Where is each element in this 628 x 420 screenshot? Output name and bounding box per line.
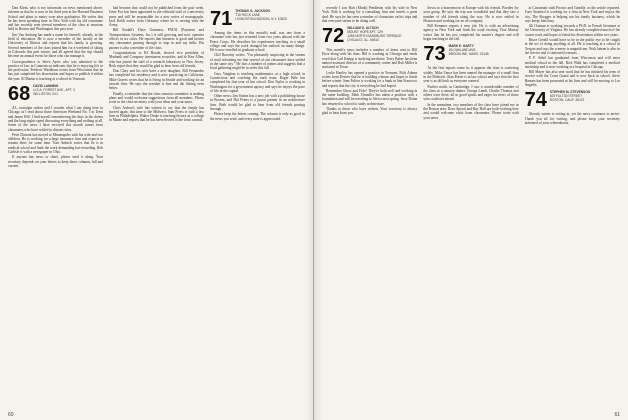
paragraph: recently I saw Rob (Monk) Pendleton with his wife in New York. Rob is working for a consulting firm and travels a great deal. He says he has seen a number of classmates on his trips and that everyone seems to be doing well.	[322, 6, 418, 23]
paragraph: As the first reports come in, it appears the class is scattering widely. Mike Vance has been named the manager of a small firm in the Midwest. Alan Porter is in law school and says that the first year is as difficult as everyone warned.	[423, 66, 519, 84]
class-year-number: 68	[8, 83, 31, 106]
address-line: 1B OAKLAND AVE.	[448, 48, 477, 53]
secretary-name: WILLIAM G. ALTSCH	[347, 26, 379, 31]
paragraph: Gary Vaughan is teaching mathematics at a high school in Connecticut and coaching the track team. Roger Hale has completed his first year of law school. Don Taylor is working in Washington for a government agency and says he enjoys the pace of life in the capital.	[210, 71, 305, 93]
paragraph: Jim Van Amburg has made a name for himself, already, in the field of education. He is now a member of the faculty at the University of Illinois and reports that his family is growing. Several members of the class joined him for a weekend of skiing in Colorado this past winter, and all agreed that the trip should become an annual event for those who can manage it.	[8, 32, 103, 59]
paragraph: Peter Durrant has moved to Minneapolis with his wife and two children. He is working for a large insurance firm and expects to remain there for some time. Tom Anbeck writes that he is in medical school and finds the work demanding but rewarding. Bob Carlisle is with a newspaper in Ohio.	[8, 132, 103, 155]
paragraph: P. F. Sebel has graduated from Wisconsin and will enter medical school in the fall. Rich Wald has completed a medical internship and is now working at a hospital in Chicago.	[524, 56, 620, 69]
paragraph: This month's news includes a number of items sent to Bill Price along with his dues. Bill is working in Chicago and sends word that Carl Knapp is studying medicine. Terry Baker has been named assistant director of a community center and Bob Miller is stationed in Texas.	[322, 48, 418, 70]
address-line: WILLISTON, N.D.	[33, 91, 59, 96]
secretary-name: DAVID LANNING	[33, 84, 59, 89]
paragraph: Don Clary and his wife have a new daughter. Bill Fernandez has completed his residency and is now practicing in California. Mike Graves writes that he is living in Seattle and working for an aircraft firm. He says the weather is fine and the fishing even better.	[109, 69, 204, 91]
class-year-heading	[322, 25, 417, 48]
paragraph: Bill Kemmer reports a new job. He is with an advertising agency in New York and finds the work exciting. Don Murray writes that he has just completed his master's degree and will begin teaching in the fall.	[423, 24, 519, 42]
class-secretary-address	[33, 85, 75, 97]
class-year-number: 71	[210, 8, 233, 30]
class-year-heading	[524, 89, 620, 112]
paragraph: Other news: Jim Sutton has a new job with a publishing house in Boston, and Hal Peters is a junior partner in an architecture firm. Both would be glad to hear from old friends passing through.	[210, 94, 305, 112]
class-year-heading	[210, 10, 305, 28]
class-year-number: 74	[524, 89, 547, 112]
paragraph: Among the items in this month's mail was one from a classmate who has just returned from two years abroad with the Peace Corps. He describes his experiences teaching in a small village and says the work changed his outlook on many things. He is now enrolled in graduate school.	[210, 31, 305, 53]
paragraph: Remember Ghost and Fido? They're both well and working in the same building. Mark Chandler has taken a position with a foundation and will be traveling to Africa next spring. Jerry Dolan has returned to school to study architecture.	[322, 88, 418, 106]
paragraph: Congratulations to Ed Houde, elected vice president of Marbank and Company investment securities, and to Ken Allen, who has joined the staff of a research laboratory in New Jersey. Both report that they would be glad to hear from old friends.	[109, 50, 204, 68]
paragraph: In the meantime, two members of the class have joined me in the Boston area. Dave Sproul and Ray Hall are both working here and would welcome visits from classmates. Please write with your news.	[423, 102, 519, 120]
text-column	[423, 6, 518, 408]
address-line: 1455 NORTH SANDBURG TERRACE	[347, 34, 402, 38]
paragraph: Further north, in Cambridge, I saw a considerable number of the class at a reunion dinner. George Lamb, Charlie Thomas and others were there, all in good spirits and eager for news of those who could not attend.	[423, 84, 519, 102]
paragraph: Chris Ardron's wife has written to say that the family has moved again, this time to the Midwest. Sam Ferris is with a law firm in Philadelphia. Walter Drake is teaching history at a college in Maine and reports that he has been elected to the town council.	[109, 105, 204, 123]
paragraph: had become that could not be published from the past week. Gene Fox has been appointed to the editorial staff of a university press and will be responsible for a new series of monographs. Jack Robb writes from Germany where he is serving with the Army.	[109, 6, 204, 28]
class-year-number: 73	[423, 43, 446, 66]
paragraph: Finally, a reminder that the class reunion committee is making plans and would welcome suggestions from all members. Please write to the class secretary with your ideas and your news.	[109, 91, 204, 105]
text-column	[8, 6, 103, 408]
address-line: T15 ROCK LANE	[235, 12, 261, 17]
class-secretary-address	[347, 27, 401, 43]
secretary-name: MARK E. HARTY	[448, 44, 474, 49]
address-line: BROOKLINE, MASS. 02146	[448, 52, 489, 57]
text-column	[525, 6, 620, 408]
address-line: BOSTON, CALIF. 95121	[549, 98, 585, 103]
paragraph: Already winter is setting in, yet the news continues to arrive. Thank you all for writing, and please keep your secretary informed of your whereabouts.	[524, 112, 620, 125]
paragraph: AL, nostalgia strikes and I wonder what I am doing here in Chicago as I read about those American Weekend No. 5 at Trent and James Hill. I find myself remembering the days in the dorms and the long nights spent discussing everything and nothing at all. Some of the news I have received this month comes from classmates who have settled in distant cities.	[8, 106, 103, 132]
class-secretary-address	[449, 45, 489, 57]
address-line: 819 FULTON STREET	[549, 94, 583, 99]
paragraph: Bruce Gerald would have to be in the public eye to be caught in the act of doing anything at all. He is teaching at a school in Oregon and says the scenery is magnificent. Walt Jansen is also in the service and is stationed overseas.	[524, 38, 620, 55]
address-line: U.S.A. FOREST AVE., APT. 3	[33, 87, 75, 92]
paragraph: Leslie Hartley has opened a practice in Vermont. Rich Adams writes from Denver that he is building a house and hopes to finish before winter. Sam Fulton is working for a bank in San Francisco and reports that the city is everything he had hoped.	[322, 70, 418, 88]
page-number: 61	[614, 412, 620, 418]
paragraph: If anyone has news to share, please send it along. Your secretary depends on your letters to keep these columns full and current.	[8, 155, 103, 168]
text-column	[322, 6, 417, 408]
paragraph: Correspondence to Steve Ayres who was admitted to the practice of law in Connecticut indicates that he is enjoying life in the profession. Frederic Washburn writes from Wisconsin that he has just completed his dissertation and hopes to publish it within the year. Al Martin is teaching at a school in Vermont.	[8, 59, 103, 81]
paragraph: Please keep the letters coming. The column is only as good as the news you send, and every note is appreciated.	[210, 112, 305, 121]
paragraph: Cliff Boroday writes: "I'm pleasantly surprising in the stream of mail informing me that several of our classmates have settled in the same city." He lists a number of names and suggests that a local gathering might be in order this fall.	[210, 53, 305, 71]
paragraph: Ali Oatman is working towards a Ph.D. in French literature at the University of Virginia. He has already completed much of the course work and hopes to finish his dissertation within two years.	[524, 24, 620, 37]
class-year-heading	[423, 43, 518, 66]
secretary-name: THOMAS G. JACKSON	[235, 9, 270, 13]
class-secretary-address	[550, 91, 590, 103]
paragraph: flown to a honeymoon in Europe with his friends. Brother for your group. He says the trip was wonderful and that they saw a number of old friends along the way. He is now settled in Houston and working for an oil company.	[423, 6, 519, 23]
paragraph: Bill Mayer has also sent word that he has finished his term of service with the Coast Guard and is now back in school. Steve Hansen has been promoted at his firm and will be moving to Los Angeles.	[524, 70, 620, 88]
class-year-heading	[8, 83, 103, 106]
paragraph: Dan Klein, who is my informant on news mentioned above, informs us that he is now in his third year at the Harvard Business School and plans to marry soon after graduation. He writes that he has been spending time in New York with his old roommate and has recently seen several members of the class at reunions held in Boston and Washington this past year.	[8, 6, 103, 32]
right-page	[314, 0, 628, 420]
address-line: MOUNT HOPE APT. 12H	[347, 30, 383, 35]
class-year-number: 72	[322, 25, 345, 48]
address-line: CHICAGO, ILL. 60610	[347, 37, 379, 42]
page-number: 60	[8, 412, 14, 418]
address-line: LIVINGSTON-HUDSON, N.Y. 10533	[235, 16, 287, 21]
class-secretary-address	[235, 10, 286, 22]
paragraph: at Cincinnati with Proctor and Gamble, as the article reported. Tony Stanford is working for a firm in New York and enjoys the city. The Skogger is helping run his family business, which he says keeps him busy.	[524, 6, 620, 23]
paragraph: Thanks to those who have written. Your secretary is always glad to hear from you.	[322, 107, 418, 116]
secretary-name: STEPHEN M. STEVENSON	[549, 90, 590, 95]
paragraph: Bill Kodall's Dave Guinness, PATSI (Payment and Transportation Systems, Inc.) is still growing and now operates offices in six cities. He reports that business is good and invites any classmates passing through to stop in and say hello. His partner is also a member of the class.	[109, 28, 204, 50]
text-column	[109, 6, 204, 408]
text-column	[210, 6, 305, 408]
